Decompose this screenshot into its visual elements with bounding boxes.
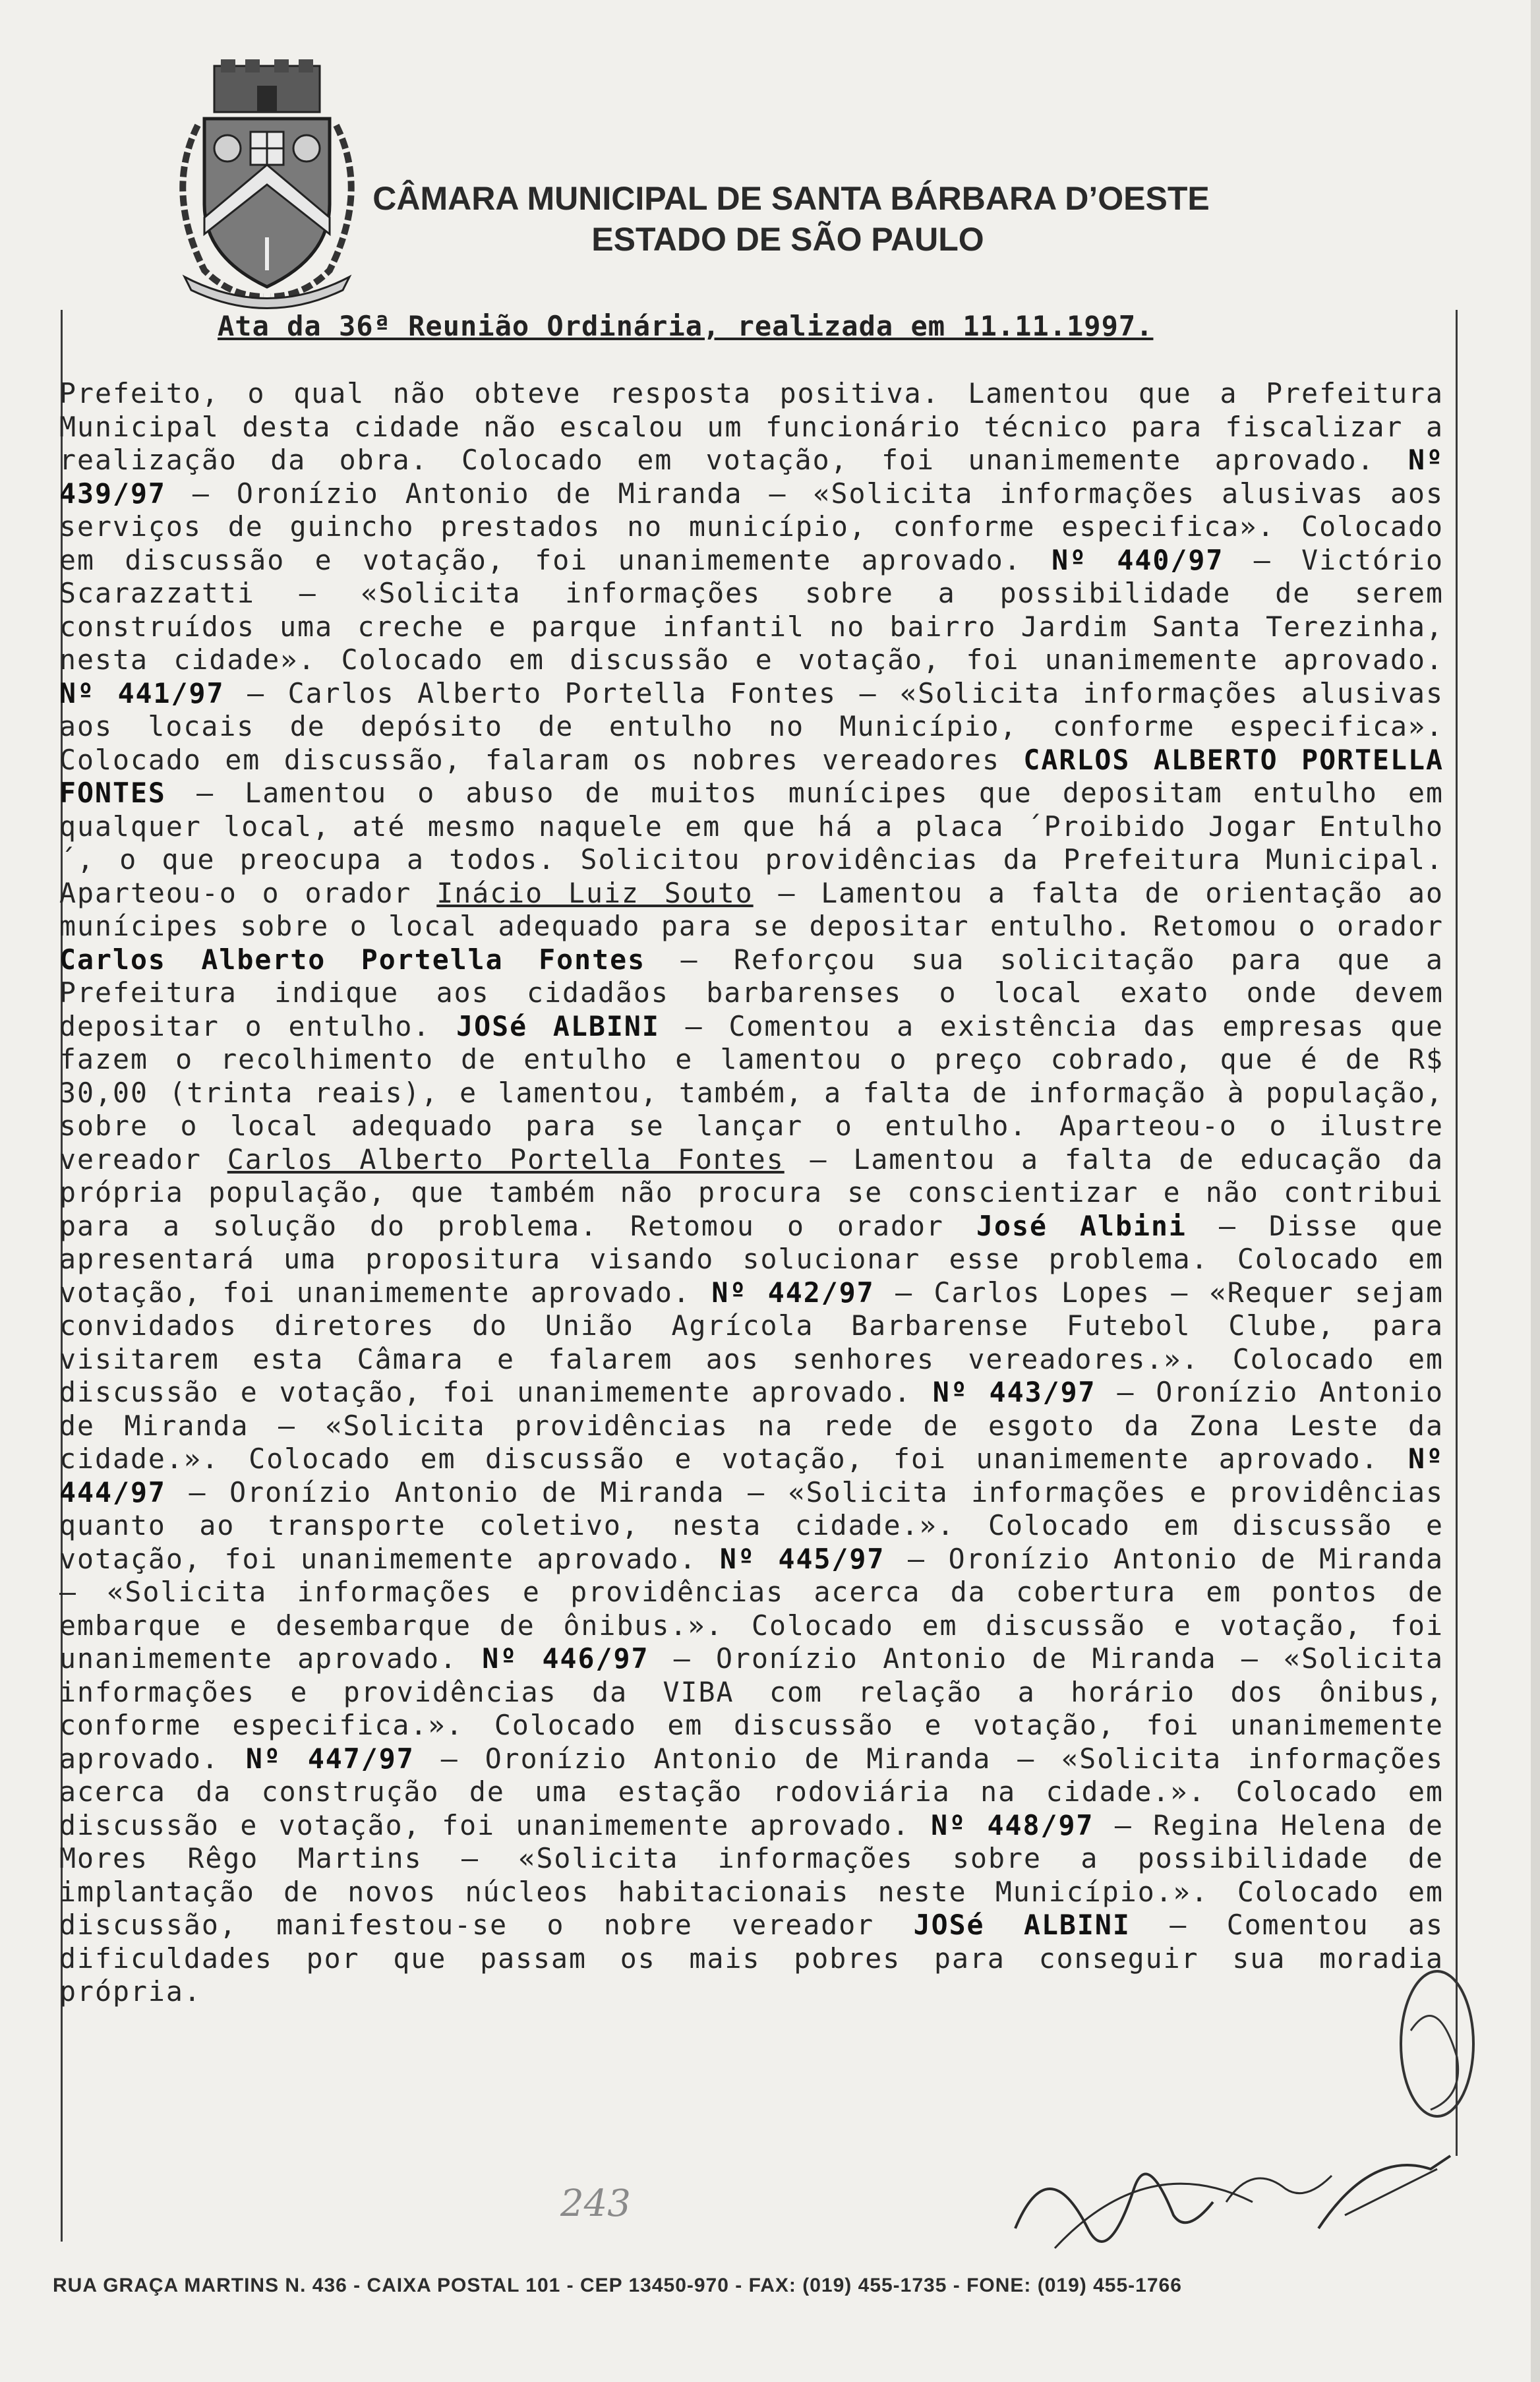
text-run: – Reforçou sua solicitação para que a Prefeitura indique aos cidadãos barbarenses o local exato onde devem depositar o entulho.	[59, 943, 1444, 1042]
text-run: – Lamentou a falta de orientação ao munícipes sobre o local adequado para se depositar entulho. Retomou o orador	[59, 876, 1444, 942]
bold-run: Nº 445/97	[719, 1542, 885, 1575]
text-run: – Disse que apresentará uma propositura visando solucionar esse problema. Colocado em votação, foi unanimemente aprovado.	[59, 1209, 1444, 1309]
text-run: – Carlos Lopes – «Requer sejam convidados diretores do União Agrícola Barbarense Futebol Clube, para visitarem esta Câmara e falarem aos senhores vereadores.». Colocado em discussão e votação, foi unanimemente aprovado.	[59, 1276, 1444, 1408]
bold-run: Nº 447/97	[245, 1742, 415, 1775]
bold-run: Nº 444/97	[59, 1443, 1444, 1508]
right-margin-rule	[1456, 310, 1458, 2156]
text-run: – Oronízio Antonio de Miranda – «Solicita informações acerca da construção de uma estação rodoviária na cidade.». Colocado em discussão e votação, foi unanimemente aprovado.	[59, 1742, 1444, 1841]
letterhead-subtitle: ESTADO DE SÃO PAULO	[591, 221, 984, 258]
bold-run: Nº 448/97	[931, 1808, 1094, 1841]
bold-run: Nº 443/97	[932, 1376, 1096, 1408]
bold-run: Nº 439/97	[59, 444, 1444, 510]
bold-run: Nº 441/97	[59, 676, 225, 709]
handwritten-page-number: 243	[560, 2182, 631, 2225]
text-run: – Lamentou o abuso de muitos munícipes que depositam entulho em qualquer local, até mesmo naquele em que há a placa ´Proibido Jogar Entulho´, o que preocupa a todos. Solicitou providências da Prefeitura Municipal. Aparteou-o o orador	[59, 777, 1444, 909]
bold-run: Nº 446/97	[482, 1642, 649, 1675]
scan-edge	[1531, 0, 1540, 2382]
minutes-body-text	[59, 377, 1444, 2009]
letterhead	[369, 178, 1292, 260]
bold-run: Carlos Alberto Portella Fontes	[59, 943, 646, 976]
bold-run: CARLOS ALBERTO PORTELLA FONTES	[59, 743, 1444, 809]
text-run: – Carlos Alberto Portella Fontes – «Solicita informações alusivas aos locais de depósito de entulho no Município, conforme especifica». Colocado em discussão, falaram os nobres vereadores	[59, 676, 1444, 776]
footer-address: RUA GRAÇA MARTINS N. 436 - CAIXA POSTAL 101 - CEP 13450-970 - FAX: (019) 455-1735 - FONE: (019) 455-1766	[53, 2275, 1182, 2296]
underlined-run: Carlos Alberto Portella Fontes	[227, 1143, 785, 1176]
letterhead-title: CÂMARA MUNICIPAL DE SANTA BÁRBARA D’OESTE	[372, 180, 1210, 217]
text-run: – Oronízio Antonio de Miranda – «Solicita informações e providências da VIBA com relação a horário dos ônibus, conforme especifica.». Colocado em discussão e votação, foi unanimemente aprovado.	[59, 1642, 1444, 1775]
text-run: – Victório Scarazzatti – «Solicita informações sobre a possibilidade de serem construídos uma creche e parque infantil no bairro Jardim Santa Terezinha, nesta cidade». Colocado em discussão e votação, foi unanimemente aprovado.	[59, 543, 1444, 676]
bold-run: Nº 440/97	[1051, 543, 1224, 576]
text-run: Prefeito, o qual não obteve resposta positiva. Lamentou que a Prefeitura Municipal desta cidade não escalou um funcionário técnico para fiscalizar a realização da obra. Colocado em votação, foi unanimemente aprovado.	[59, 377, 1444, 476]
minutes-title: Ata da 36ª Reunião Ordinária, realizada em 11.11.1997.	[218, 310, 1154, 342]
text-run: – Comentou as dificuldades por que passam os mais pobres para conseguir sua moradia própria.	[59, 1909, 1444, 2008]
text-run: – Lamentou a falta de educação da própria população, que também não procura se conscientizar e não contribui para a solução do problema. Retomou o orador	[59, 1143, 1444, 1242]
bold-run: JOSé ALBINI	[913, 1909, 1131, 1941]
text-run: – Regina Helena de Mores Rêgo Martins – «Solicita informações sobre a possibilidade de implantação de novos núcleos habitacionais neste Município.». Colocado em discussão, manifestou-se o nobre vereador	[59, 1808, 1444, 1941]
bold-run: JOSé ALBINI	[456, 1009, 660, 1042]
text-run: – Oronízio Antonio de Miranda – «Solicita informações alusivas aos serviços de guincho prestados no município, conforme especifica». Colocado em discussão e votação, foi unanimemente aprovado.	[59, 477, 1444, 576]
text-run: – Oronízio Antonio de Miranda – «Solicita informações e providências quanto ao transporte coletivo, nesta cidade.». Colocado em discussão e votação, foi unanimemente aprovado.	[59, 1475, 1444, 1575]
signatures-stamp	[976, 1951, 1477, 2294]
bold-run: Nº 442/97	[711, 1276, 875, 1309]
text-run: – Oronízio Antonio de Miranda – «Solicita informações e providências acerca da cobertura em pontos de embarque e desembarque de ônibus.». Colocado em discussão e votação, foi unanimemente aprovado.	[59, 1542, 1444, 1675]
underlined-run: Inácio Luiz Souto	[436, 876, 754, 909]
text-run: – Comentou a existência das empresas que fazem o recolhimento de entulho e lamentou o preço cobrado, que é de R$ 30,00 (trinta reais), e lamentou, também, a falta de informação à população, sobre o local adequado para se lançar o entulho. Aparteou-o o ilustre vereador	[59, 1009, 1444, 1176]
bold-run: José Albini	[976, 1209, 1187, 1242]
text-run: – Oronízio Antonio de Miranda – «Solicita providências na rede de esgoto da Zona Leste da cidade.». Colocado em discussão e votação, foi unanimemente aprovado.	[59, 1376, 1444, 1475]
